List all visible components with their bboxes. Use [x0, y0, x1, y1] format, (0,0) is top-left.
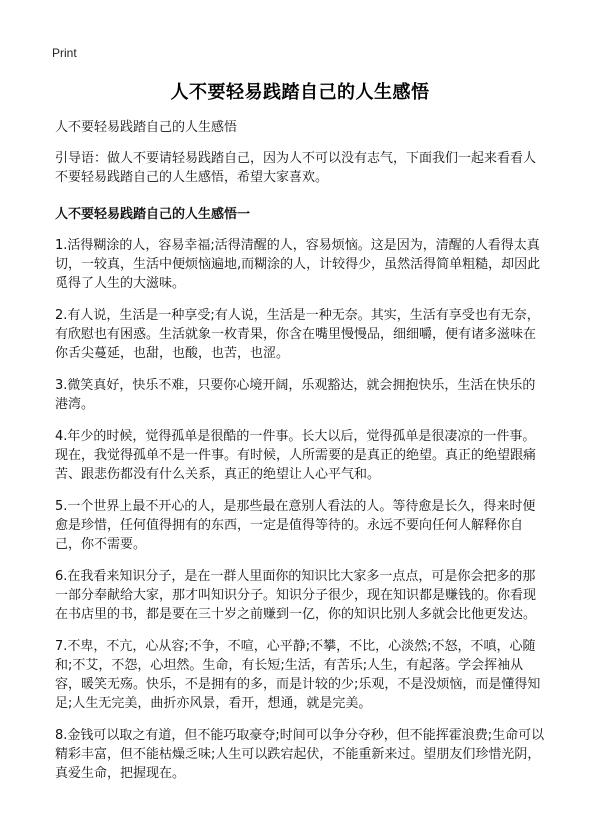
intro-paragraph: 引导语：做人不要请轻易践踏自己，因为人不可以没有志气，下面我们一起来看看人不要轻易践踏自己的人生感悟，希望大家喜欢。 — [55, 151, 537, 185]
section-heading: 人不要轻易践踏自己的人生感悟一 — [55, 207, 251, 222]
paragraph-6: 6.在我看来知识分子，是在一群人里面你的知识比大家多一点点，可是你会把多的那一部分奉献给大家，那才叫知识分子。知识分子很少，现在知识都是赚钱的。你看现在书店里的书，都是要在三十岁之前赚到一亿，你的知识比别人多就会比他更发达。 — [55, 569, 537, 622]
print-link[interactable]: Print — [52, 46, 77, 60]
paragraph-7: 7.不卑，不亢，心从容;不争，不喧，心平静;不攀，不比，心淡然;不怒，不嗔，心随和;不艾，不怨，心坦然。生命，有长短;生活，有苦乐;人生，有起落。学会挥袖从容，暖笑无殇。快乐，不是拥有的多，而是计较的少;乐观，不是没烦恼，而是懂得知足;人生无完美，曲折亦风景，看开，想通，就是完美。 — [55, 639, 541, 711]
paragraph-8: 8.金钱可以取之有道，但不能巧取豪夺;时间可以争分夺秒，但不能挥霍浪费;生命可以精彩丰富，但不能枯燥乏味;人生可以跌宕起伏，不能重新来过。望朋友们珍惜光阴，真爱生命，把握现在。 — [55, 728, 545, 781]
paragraph-1: 1.活得糊涂的人，容易幸福;活得清醒的人，容易烦恼。这是因为，清醒的人看得太真切，一较真，生活中便烦恼遍地,而糊涂的人，计较得少，虽然活得简单粗糙，却因此觅得了人生的大滋味。 — [55, 238, 541, 291]
paragraph-2: 2.有人说，生活是一种享受;有人说，生活是一种无奈。其实，生活有享受也有无奈，有欣慰也有困惑。生活就象一枚青果，你含在嘴里慢慢品，细细嚼，便有诸多滋味在你舌尖蔓延，也甜，也酸，也苦，也涩。 — [55, 308, 540, 361]
paragraph-5: 5.一个世界上最不开心的人，是那些最在意别人看法的人。等待愈是长久，得来时便愈是珍惜，任何值得拥有的东西，一定是值得等待的。永远不要向任何人解释你自己，你不需要。 — [55, 499, 536, 552]
paragraph-4: 4.年少的时候，觉得孤单是很酷的一件事。长大以后，觉得孤单是很凄凉的一件事。现在，我觉得孤单不是一件事。有时候，人所需要的是真正的绝望。真正的绝望跟痛苦、跟悲伤都没有什么关系，真正的绝望让人心平气和。 — [55, 429, 537, 482]
article-body — [55, 118, 548, 796]
paragraph-3: 3.微笑真好，快乐不难，只要你心境开阔，乐观豁达，就会拥抱快乐，生活在快乐的港湾。 — [55, 378, 536, 412]
article-subtitle: 人不要轻易践踏自己的人生感悟 — [55, 120, 238, 135]
page-title: 人不要轻易践踏自己的人生感悟 — [170, 82, 430, 103]
